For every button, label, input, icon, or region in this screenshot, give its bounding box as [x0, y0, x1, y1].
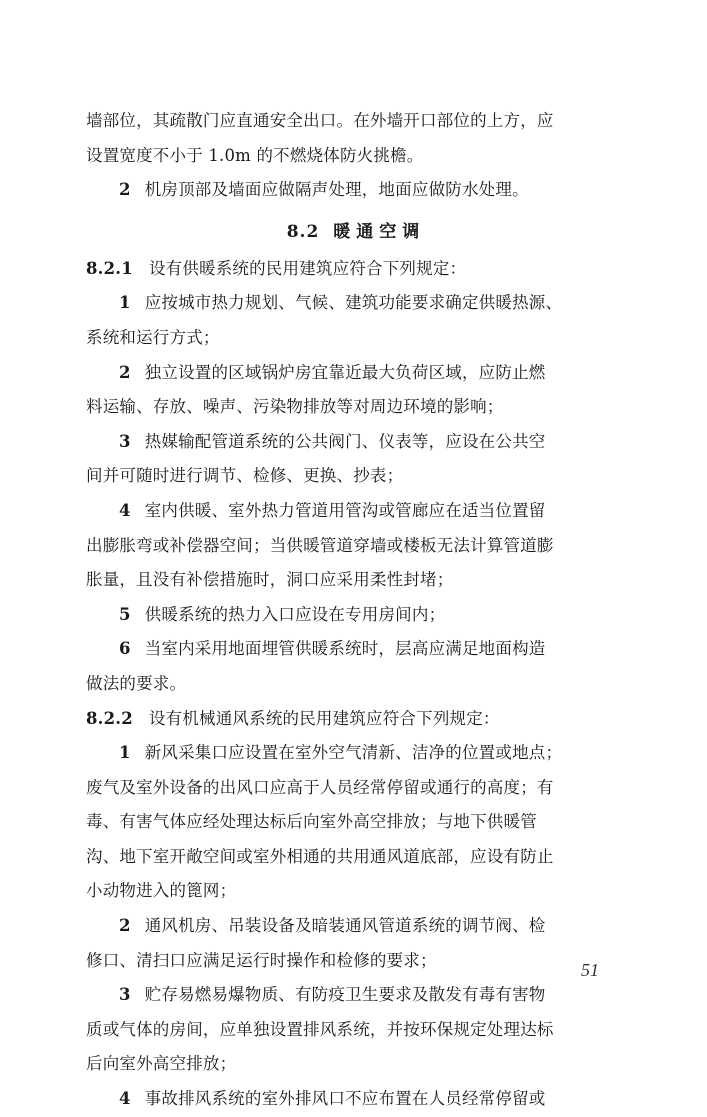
- item-text: 机房顶部及墙面应做隔声处理，地面应做防水处理。: [144, 180, 529, 200]
- list-item-line: [86, 632, 626, 667]
- item-text: 新风采集口应设置在室外空气清新、洁净的位置或地点；: [144, 743, 563, 763]
- text-line: 出膨胀弯或补偿器空间；当供暖管道穿墙或楼板无法计算管道膨: [86, 535, 554, 555]
- list-item-line: [86, 494, 626, 529]
- item-number: 1: [119, 293, 131, 313]
- clause-text: 设有供暖系统的民用建筑应符合下列规定：: [148, 258, 467, 278]
- clause-line: [86, 702, 626, 737]
- list-item-line: [86, 173, 626, 208]
- item-number: 1: [119, 743, 131, 763]
- item-number: 5: [119, 604, 131, 624]
- item-text: 应按城市热力规划、气候、建筑功能要求确定供暖热源、: [144, 293, 563, 313]
- list-item-line: [86, 356, 626, 391]
- list-item-line: [86, 909, 626, 944]
- item-number: 3: [119, 431, 131, 451]
- text-line: 修口、清扫口应满足运行时操作和检修的要求；: [86, 950, 437, 970]
- item-text: 供暖系统的热力入口应设在专用房间内；: [144, 604, 446, 624]
- document-body: [86, 104, 626, 1117]
- item-text: 热媒输配管道系统的公共阀门、仪表等，应设在公共空: [144, 431, 546, 451]
- page-number: 51: [581, 960, 599, 980]
- text-line: 小动物进入的篦网；: [86, 881, 237, 901]
- item-text: 通风机房、吊装设备及暗装通风管道系统的调节阀、检: [144, 916, 546, 936]
- list-item-line: [86, 286, 626, 321]
- text-line: 做法的要求。: [86, 673, 187, 693]
- clause-line: [86, 252, 626, 287]
- item-number: 2: [119, 180, 131, 200]
- list-item-line: [86, 598, 626, 633]
- text-line: 设置宽度不小于 1.0m 的不燃烧体防火挑檐。: [86, 145, 424, 165]
- paragraph-block-top: [86, 104, 626, 208]
- text-line: 胀量，且没有补偿措施时，洞口应采用柔性封堵；: [86, 570, 454, 590]
- item-text: 事故排风系统的室外排风口不应布置在人员经常停留或: [144, 1089, 546, 1109]
- item-number: 2: [119, 362, 131, 382]
- list-item-line: [86, 978, 626, 1013]
- item-text: 贮存易燃易爆物质、有防疫卫生要求及散发有毒有害物: [144, 985, 546, 1005]
- section-number: 8.2: [286, 221, 320, 242]
- item-number: 3: [119, 985, 131, 1005]
- paragraph-block-bottom: [86, 252, 626, 1117]
- list-item-line: [86, 736, 626, 771]
- section-heading: [86, 208, 626, 252]
- item-number: 2: [119, 916, 131, 936]
- clause-number: 8.2.2: [86, 708, 133, 728]
- text-line: 料运输、存放、噪声、污染物排放等对周边环境的影响；: [86, 397, 504, 417]
- item-number: 6: [119, 639, 131, 659]
- clause-text: 设有机械通风系统的民用建筑应符合下列规定：: [148, 708, 500, 728]
- text-line: 质或气体的房间，应单独设置排风系统，并按环保规定处理达标: [86, 1019, 554, 1039]
- text-line: 后向室外高空排放；: [86, 1054, 237, 1074]
- text-line: 系统和运行方式；: [86, 327, 220, 347]
- item-text: 当室内采用地面埋管供暖系统时，层高应满足地面构造: [144, 639, 546, 659]
- item-number: 4: [119, 1089, 131, 1109]
- text-line: 间并可随时进行调节、检修、更换、抄表；: [86, 466, 404, 486]
- text-line: 沟、地下室开敞空间或室外相通的共用通风道底部，应设有防止: [86, 846, 554, 866]
- list-item-line: [86, 425, 626, 460]
- clause-number: 8.2.1: [86, 258, 133, 278]
- text-line: 毒、有害气体应经处理达标后向室外高空排放；与地下供暖管: [86, 812, 537, 832]
- section-title: 暖通空调: [333, 221, 426, 242]
- item-text: 独立设置的区域锅炉房宜靠近最大负荷区域，应防止燃: [144, 362, 546, 382]
- text-line: 废气及室外设备的出风口应高于人员经常停留或通行的高度；有: [86, 777, 554, 797]
- item-number: 4: [119, 500, 131, 520]
- list-item-line: [86, 1082, 626, 1117]
- text-line: 墙部位，其疏散门应直通安全出口。在外墙开口部位的上方，应: [86, 111, 554, 130]
- item-text: 室内供暖、室外热力管道用管沟或管廊应在适当位置留: [144, 500, 546, 520]
